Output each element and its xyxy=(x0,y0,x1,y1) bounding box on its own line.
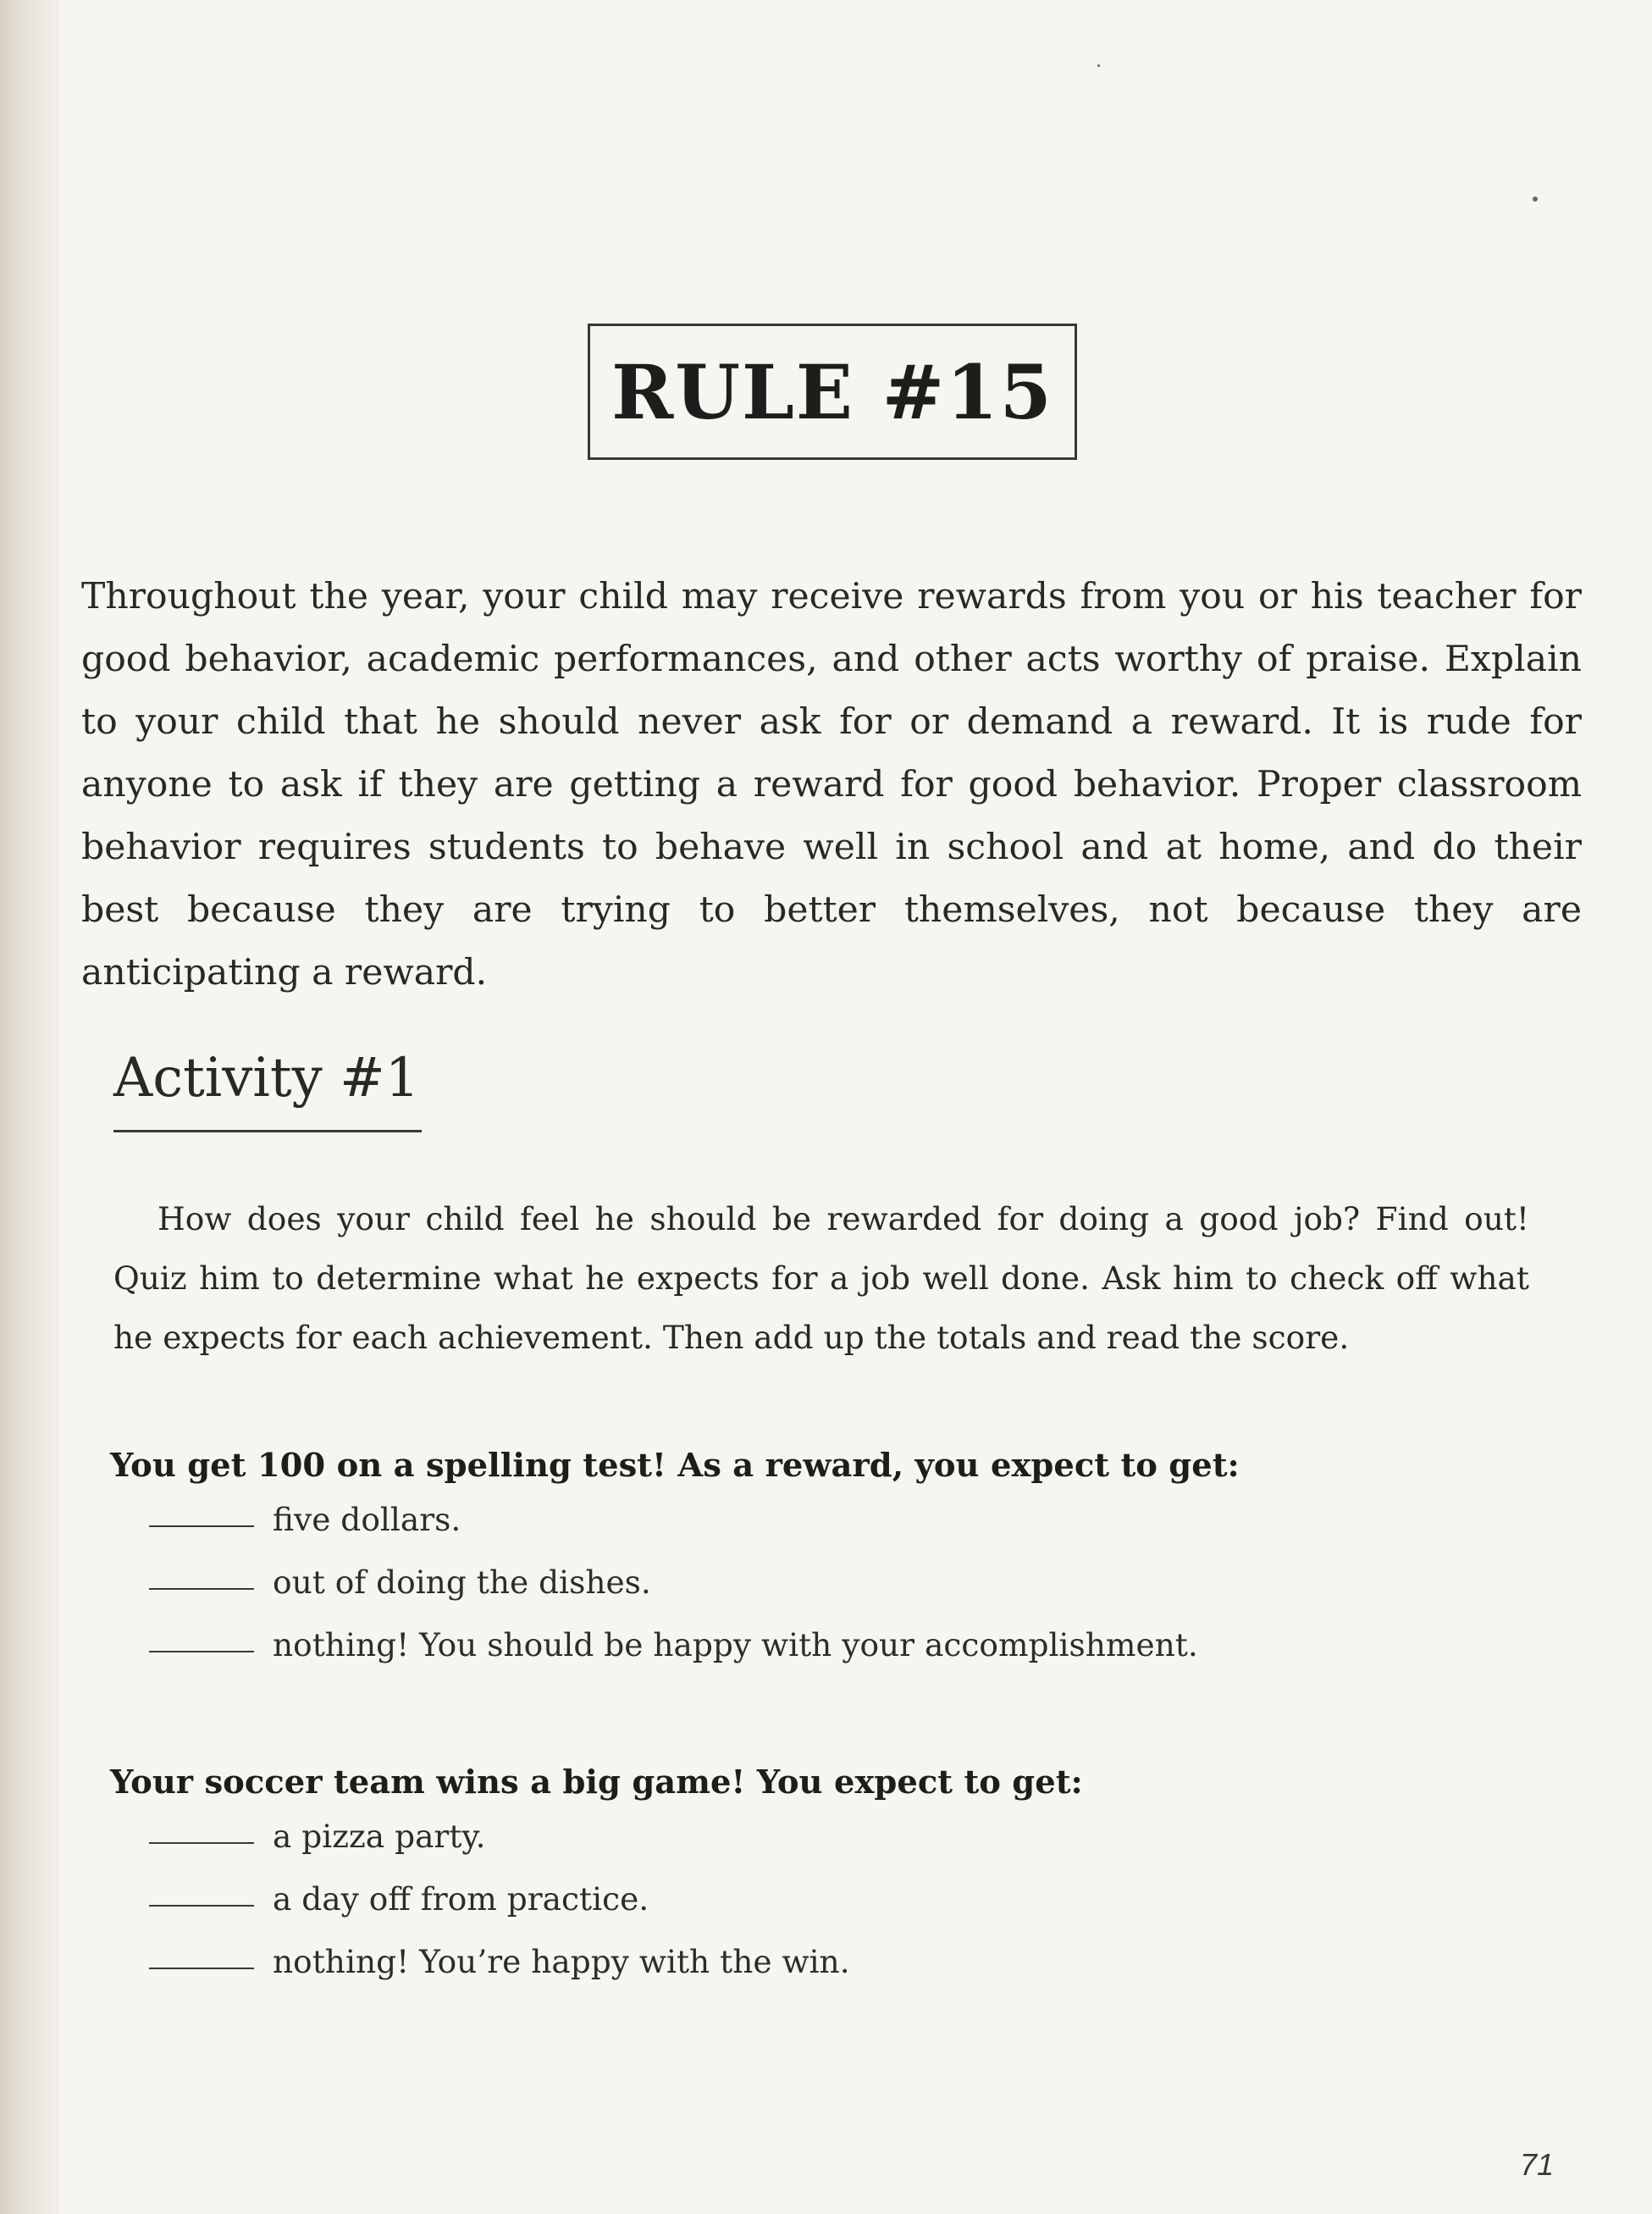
answer-option xyxy=(149,1564,1198,1626)
answer-text: out of doing the dishes. xyxy=(273,1564,651,1601)
checkoff-blank xyxy=(149,1968,254,1969)
answer-option xyxy=(149,1501,1198,1564)
question-prompt: You get 100 on a spelling test! As a reward, you expect to get: xyxy=(110,1447,1240,1485)
activity-title-underline xyxy=(113,1130,422,1132)
question-prompt: Your soccer team wins a big game! You expect to get: xyxy=(110,1763,1083,1802)
checkoff-blank xyxy=(149,1905,254,1907)
answer-option xyxy=(149,1626,1198,1689)
answer-list xyxy=(149,1818,850,2006)
rule-heading: RULE #15 xyxy=(611,347,1053,436)
page-number: 71 xyxy=(1520,2147,1555,2182)
rule-heading-box xyxy=(588,324,1077,460)
answer-text: a pizza party. xyxy=(273,1818,486,1855)
answer-option xyxy=(149,1818,850,1880)
dust-speck xyxy=(1533,196,1538,202)
answer-text: a day off from practice. xyxy=(273,1880,649,1918)
answer-text: nothing! You’re happy with the win. xyxy=(273,1943,850,1980)
intro-paragraph: Throughout the year, your child may receive rewards from you or his teacher for good behavior, academic performances, and other acts worthy of praise. Explain to your child that he should never ask for or demand a reward. It is rude for anyone to ask if they are getting a reward for good behavior. Proper classroom behavior requires students to behave well in school and at home, and do their best because they are trying to better themselves, not because they are anticipating a reward. xyxy=(81,576,1582,994)
answer-option xyxy=(149,1880,850,1943)
answer-text: five dollars. xyxy=(273,1501,461,1538)
activity-title: Activity #1 xyxy=(113,1047,420,1110)
answer-option xyxy=(149,1943,850,2006)
activity-description: How does your child feel he should be rewarded for doing a good job? Find out! Quiz him to determine what he expects for a job well done. Ask him to check off what he expects for each achievement. Then add up the totals and read the score. xyxy=(113,1200,1529,1356)
dust-speck xyxy=(1097,64,1100,67)
checkoff-blank xyxy=(149,1842,254,1844)
checkoff-blank xyxy=(149,1525,254,1527)
book-spine-shadow xyxy=(0,0,59,2214)
checkoff-blank xyxy=(149,1651,254,1652)
answer-list xyxy=(149,1501,1198,1689)
answer-text: nothing! You should be happy with your accomplishment. xyxy=(273,1626,1198,1663)
checkoff-blank xyxy=(149,1588,254,1590)
